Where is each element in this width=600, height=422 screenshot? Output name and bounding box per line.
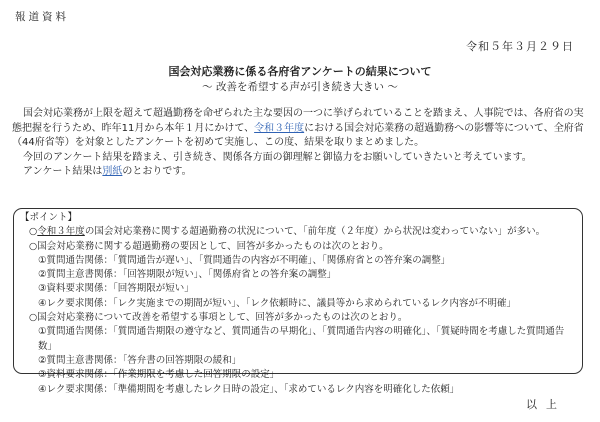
sub-label: ①質問通告関係： bbox=[38, 254, 114, 266]
point-item-3-sub-3 bbox=[20, 368, 576, 382]
sub-text: 「質問通告期限の遵守など、質問通告の早期化」、「質問通告内容の明確化」、「質疑時間を考慮した質問通告数」 bbox=[38, 326, 565, 352]
results-text-before: アンケート結果は bbox=[23, 166, 103, 177]
sub-label: ③資料要求関係： bbox=[38, 369, 114, 381]
sub-text: 「質問通告が遅い」、「質問通告の内容が不明確」、「関係府省との答弁案の調整」 bbox=[113, 254, 451, 266]
bullet-circle: ○ bbox=[29, 226, 38, 238]
document-subtitle: ～ 改善を希望する声が引き続き大きい ～ bbox=[202, 81, 398, 93]
results-text-after: のとおりです。 bbox=[122, 166, 192, 177]
sub-text: 「作業期限を考慮した回答期限の設定」 bbox=[113, 369, 280, 381]
sub-text: 「レク実施までの期間が短い」、「レク依頼時に、議員等から求められているレク内容が不明確」 bbox=[112, 297, 517, 309]
closing-mark: 以上 bbox=[526, 398, 566, 411]
point-item-3-sub-1 bbox=[20, 325, 576, 354]
point-item-2-sub-4 bbox=[20, 297, 576, 311]
point-item-3: ○国会対応業務について改善を希望する事項として、回答が多かったものは次のとおり。 bbox=[29, 312, 408, 324]
sub-text: 「答弁書の回答期限の緩和」 bbox=[122, 354, 242, 366]
sub-text: 「回答期限が短い」、「関係府省との答弁案の調整」 bbox=[122, 269, 337, 281]
fiscal-year-link[interactable]: 令和３年度 bbox=[254, 122, 305, 134]
sub-text: 「準備期間を考慮したレク日時の設定」、「求めているレク内容を明確化した依頼」 bbox=[112, 383, 460, 395]
intro-text-before: 国会対応業務が上限を超えて超過勤務を命ぜられた主な要因の一つに挙げられていることを踏まえ、人事院では、各府省の実態把握を行うため、昨年11月から本年１月にかけて、 bbox=[12, 108, 584, 134]
point-item-1 bbox=[20, 225, 576, 239]
paragraph-intro bbox=[12, 107, 590, 151]
sub-label: ②質問主意書関係： bbox=[38, 269, 123, 281]
body-text bbox=[12, 107, 590, 180]
point-item-2: ○国会対応業務に関する超過勤務の要因として、回答が多かったものは次のとおり。 bbox=[29, 240, 389, 252]
point-item-1-text: の国会対応業務に関する超過勤務の状況について、「前年度（２年度）から状況は変わっていない」が多い。 bbox=[84, 226, 546, 238]
paragraph-cooperation: 今回のアンケート結果を踏まえ、引き続き、関係各方面の御理解と御協力をお願いしていきたいと考えています。 bbox=[23, 151, 532, 163]
sub-label: ④レク要求関係： bbox=[38, 297, 113, 309]
document-date: 令和５年３月２９日 bbox=[466, 40, 574, 53]
point-fiscal-year-link[interactable]: 令和３年度 bbox=[37, 226, 85, 238]
document-label: 報道資料 bbox=[15, 11, 69, 23]
intro-text-after: における国会対応業務の超過勤務への影響等について、全府省（44府省等）を対象としたアンケートを初めて実施し、この度、結果を取りまとめました。 bbox=[12, 122, 584, 148]
document-title: 国会対応業務に係る各府省アンケートの結果について bbox=[168, 65, 432, 78]
point-item-3-sub-4 bbox=[20, 383, 576, 397]
sub-label: ②質問主意書関係： bbox=[38, 354, 123, 366]
points-heading: 【ポイント】 bbox=[20, 212, 78, 223]
attachment-link[interactable]: 別紙 bbox=[102, 166, 123, 177]
sub-label: ①質問通告関係： bbox=[38, 326, 114, 338]
point-item-3-sub-2 bbox=[20, 354, 576, 368]
sub-text: 「回答期限が短い」 bbox=[113, 283, 194, 295]
sub-label: ④レク要求関係： bbox=[38, 383, 113, 395]
points-box bbox=[13, 208, 583, 395]
point-item-2-sub-2 bbox=[20, 268, 576, 282]
sub-label: ③資料要求関係： bbox=[38, 283, 114, 295]
point-item-2-sub-1 bbox=[20, 254, 576, 268]
paragraph-results bbox=[12, 165, 590, 180]
point-item-2-sub-3 bbox=[20, 282, 576, 296]
